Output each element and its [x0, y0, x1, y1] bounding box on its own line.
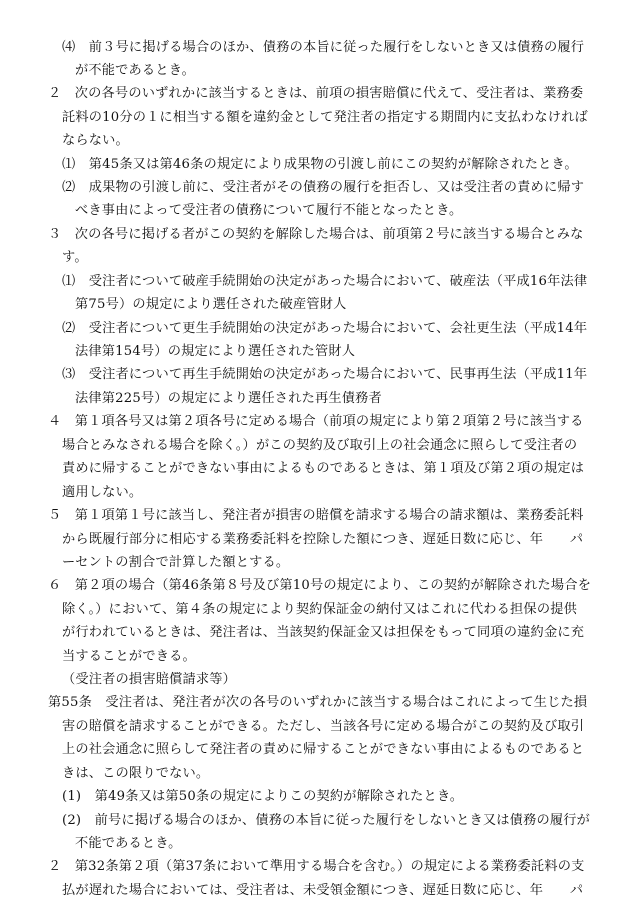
text-line: から既履行部分に相応する業務委託料を控除した額につき、遅延日数に応じ、年 パ — [62, 532, 584, 547]
text-line: (2) 前号に掲げる場合のほか、債務の本旨に従った履行をしないとき又は債務の履行が — [62, 813, 591, 828]
text-line: ーセントの割合で計算した額とする。 — [62, 555, 290, 570]
text-line: が不能であるとき。 — [75, 63, 195, 78]
text-line: す。 — [62, 250, 88, 265]
section-heading: （受注者の損害賠償請求等） — [62, 672, 237, 687]
text-line: 害の賠償を請求することができる。ただし、当該各号に定める場合がこの契約及び取引 — [62, 719, 585, 734]
text-line: 不能であるとき。 — [75, 836, 182, 851]
text-line: 責めに帰することができない事由によるものであるときは、第１項及び第２項の規定は — [62, 461, 585, 476]
text-line: が行われているときは、発注者は、当該契約保証金又は担保をもって同項の違約金に充 — [62, 625, 585, 640]
text-line: ⑵ 成果物の引渡し前に、受注者がその債務の履行を拒否し、又は受注者の責めに帰す — [62, 180, 585, 195]
text-line: 上の社会通念に照らして発注者の責めに帰することができない事由によるものであると — [62, 742, 585, 757]
text-line: ⑴ 受注者について破産手続開始の決定があった場合において、破産法（平成16年法律 — [62, 274, 588, 289]
text-line: ２ 第32条第２項（第37条において準用する場合を含む。）の規定による業務委託料の支 — [48, 859, 585, 874]
text-line: 除く。）において、第４条の規定により契約保証金の納付又はこれに代わる担保の提供 — [62, 602, 577, 617]
text-line: 場合とみなされる場合を除く。）がこの契約及び取引上の社会通念に照らして受注者の — [62, 438, 578, 453]
text-line: ２ 次の各号のいずれかに該当するときは、前項の損害賠償に代えて、受注者は、業務委 — [48, 86, 584, 101]
text-line: (1) 第49条又は第50条の規定によりこの契約が解除されたとき。 — [62, 789, 464, 804]
text-line: ⑷ 前３号に掲げる場合のほか、債務の本旨に従った履行をしないとき又は債務の履行 — [62, 40, 585, 55]
text-line: 適用しない。 — [62, 485, 143, 500]
text-line: きは、この限りでない。 — [62, 766, 210, 781]
text-line: ⑵ 受注者について更生手続開始の決定があった場合において、会社更生法（平成14年 — [62, 321, 588, 336]
text-line: べき事由によって受注者の債務について履行不能となったとき。 — [75, 203, 463, 218]
text-line: ６ 第２項の場合（第46条第８号及び第10号の規定により、この契約が解除された場合を — [48, 578, 592, 593]
text-line: ３ 次の各号に掲げる者がこの契約を解除した場合は、前項第２号に該当する場合とみな — [48, 227, 584, 242]
text-line: 法律第154号）の規定により選任された管財人 — [75, 344, 356, 359]
text-line: ならない。 — [62, 133, 129, 148]
text-line: 託料の10分の１に相当する額を違約金として発注者の指定する期間内に支払わなければ — [62, 110, 588, 125]
text-line: 第55条 受注者は、発注者が次の各号のいずれかに該当する場合はこれによって生じた損 — [48, 695, 588, 710]
text-line: 当することができる。 — [62, 649, 196, 664]
text-line: ⑶ 受注者について再生手続開始の決定があった場合において、民事再生法（平成11年 — [62, 367, 588, 382]
text-line: 払が遅れた場合においては、受注者は、未受領金額につき、遅延日数に応じ、年 パ — [62, 883, 584, 898]
text-line: 法律第225号）の規定により選任された再生債務者 — [75, 391, 382, 406]
text-line: ４ 第１項各号又は第２項各号に定める場合（前項の規定により第２項第２号に該当する — [48, 414, 584, 429]
text-line: ⑴ 第45条又は第46条の規定により成果物の引渡し前にこの契約が解除されたとき。 — [62, 157, 578, 172]
text-line: 第75号）の規定により選任された破産管財人 — [75, 297, 347, 312]
text-line: ５ 第１項第１号に該当し、発注者が損害の賠償を請求する場合の請求額は、業務委託料 — [48, 508, 584, 523]
